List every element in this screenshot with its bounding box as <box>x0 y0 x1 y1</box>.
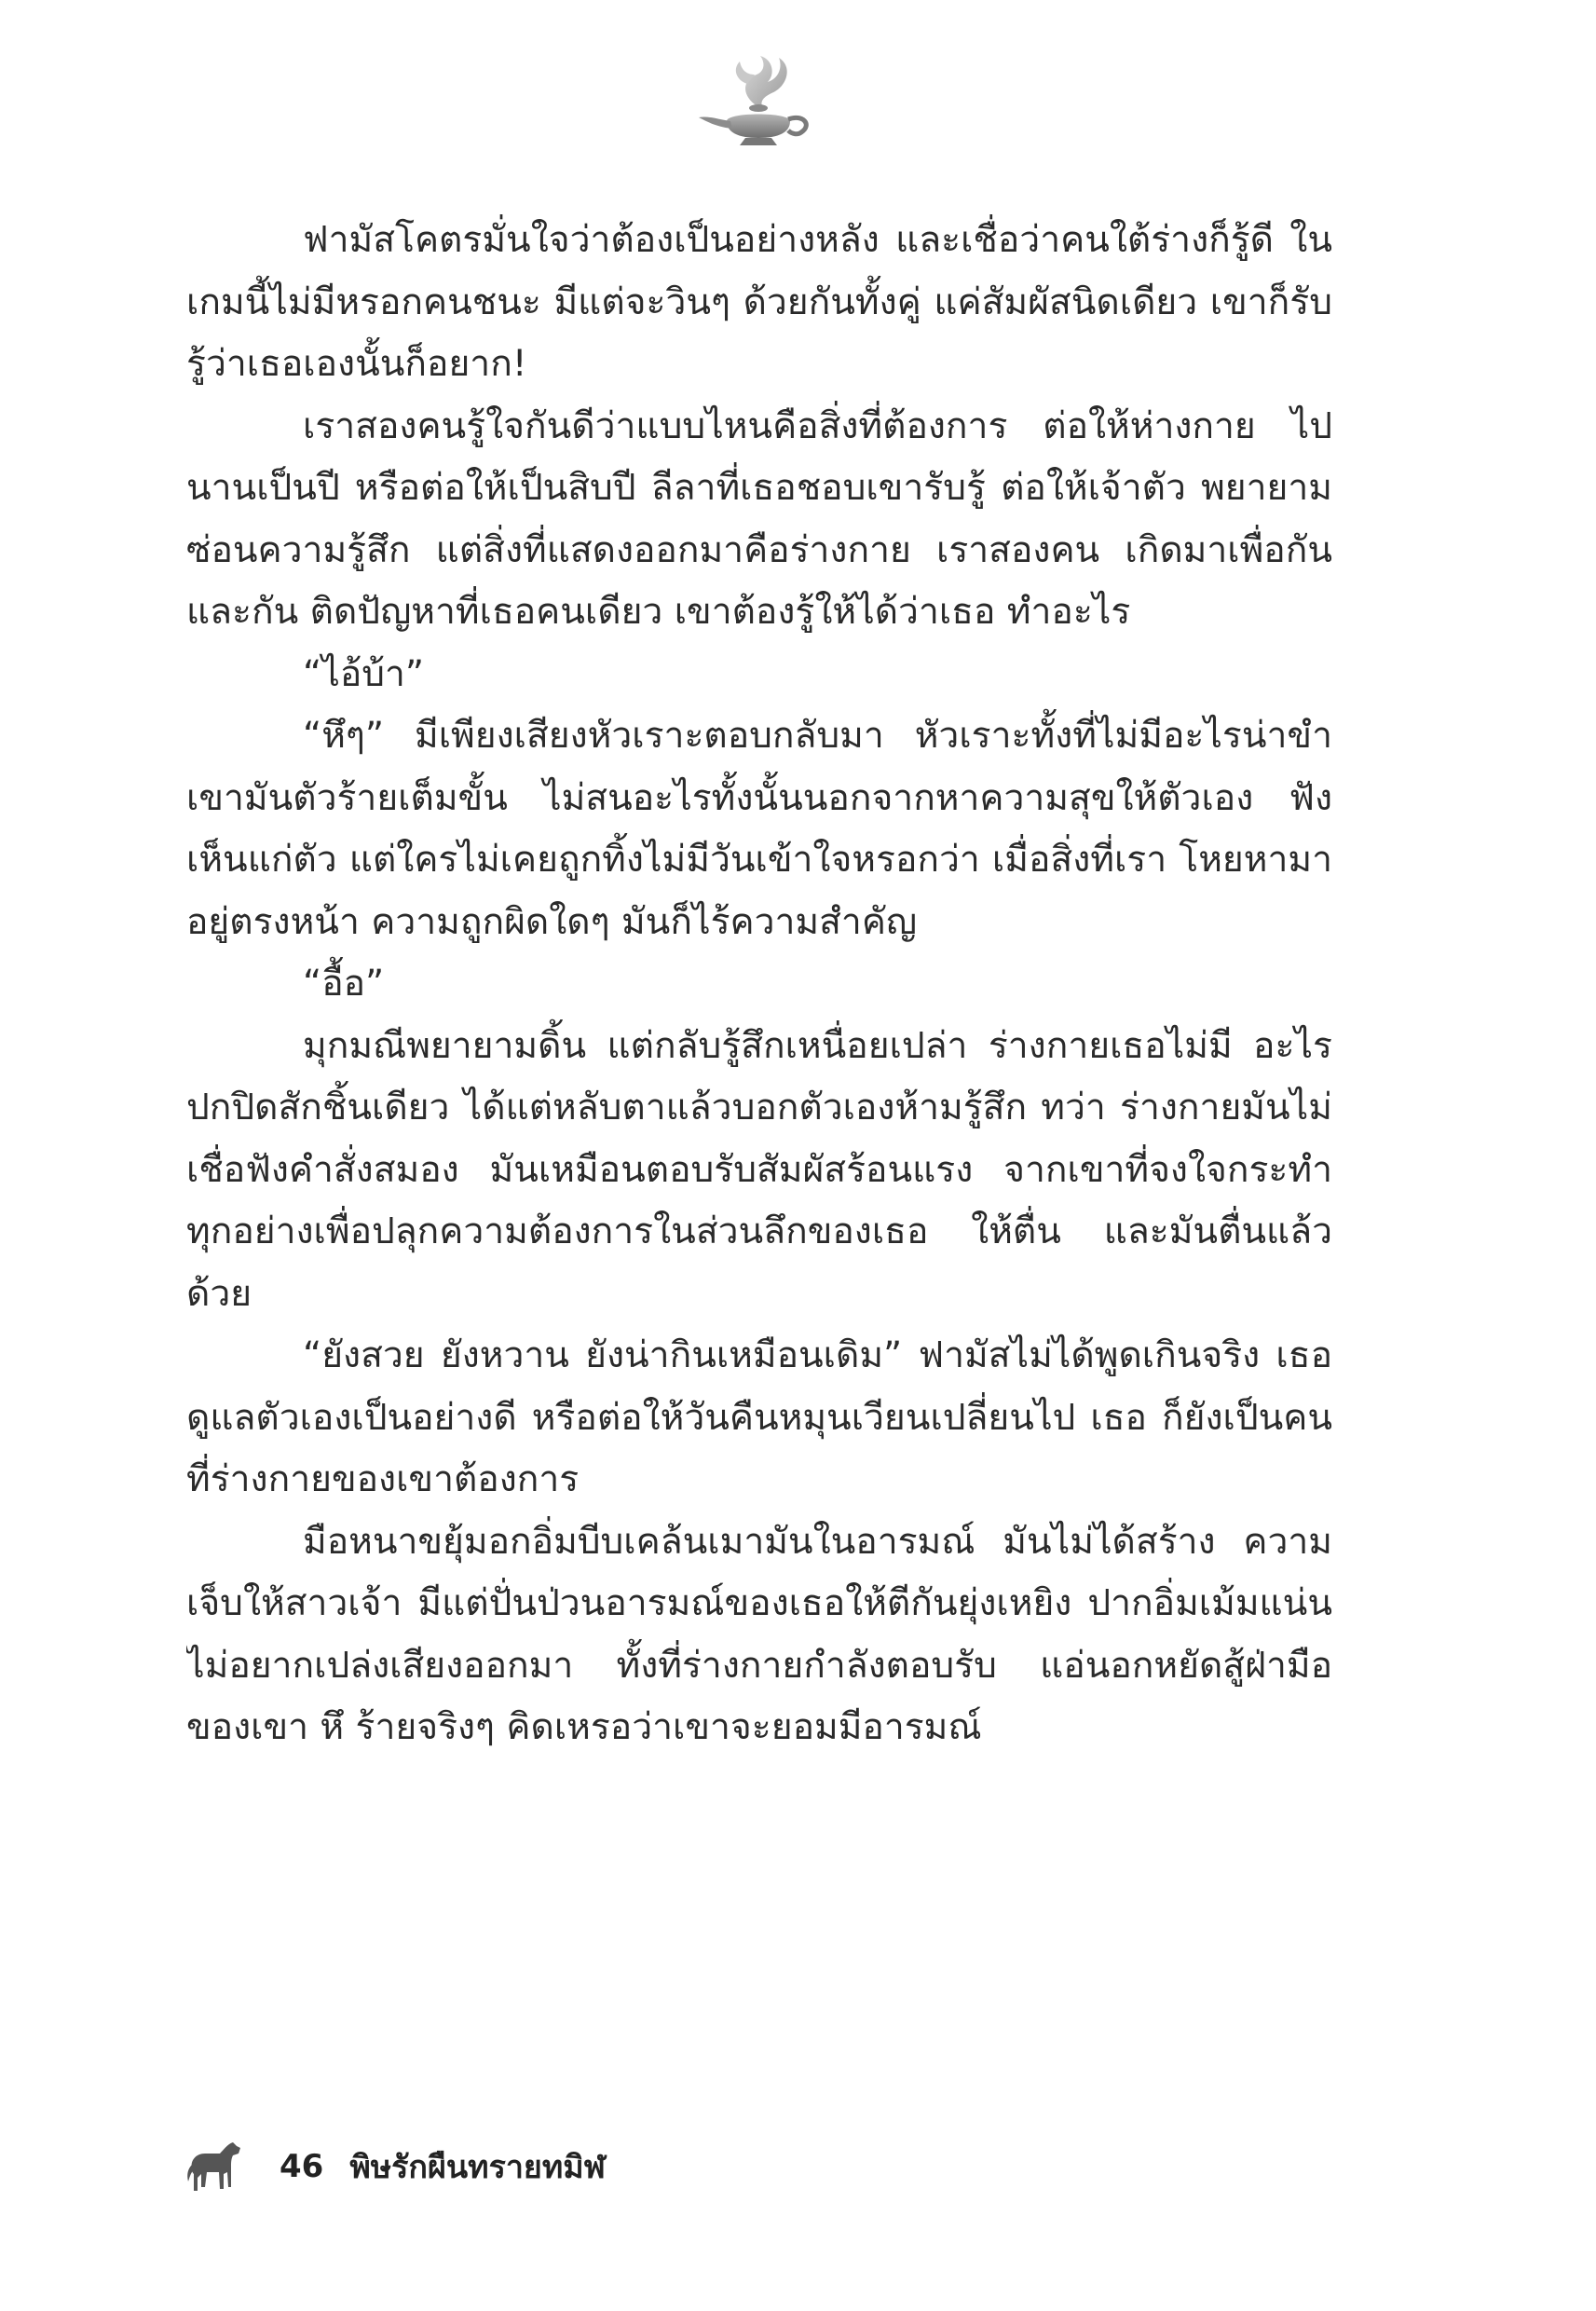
page-number: 46 <box>280 2148 324 2185</box>
dialogue-line: “ไอ้บ้า” <box>303 652 425 695</box>
horse-icon <box>186 2140 244 2193</box>
paragraph: “หึๆ” มีเพียงเสียงหัวเราะตอบกลับมา หัวเราะทั้งที่ไม่มีอะไรน่าขำ เขามันตัวร้ายเต็มขั้น ไม่สนอะไรทั้งนั้นนอกจากหาความสุขให้ตัวเอง ฟังเห็นแก่ตัว แต่ใครไม่เคยถูกทิ้งไม่มีวันเข้าใจหรอกว่า เมื่อสิ่งที่เรา โหยหามาอยู่ตรงหน้า ความถูกผิดใดๆ มันก็ไร้ความสำคัญ <box>186 715 1332 943</box>
paragraph: เราสองคนรู้ใจกันดีว่าแบบไหนคือสิ่งที่ต้องการ ต่อให้ห่างกาย ไปนานเป็นปี หรือต่อให้เป็นสิบปี ลีลาที่เธอชอบเขารับรู้ ต่อให้เจ้าตัว พยายามซ่อนความรู้สึก แต่สิ่งที่แสดงออกมาคือร่างกาย เราสองคน เกิดมาเพื่อกันและกัน ติดปัญหาที่เธอคนเดียว เขาต้องรู้ให้ได้ว่าเธอ ทำอะไร <box>186 404 1332 633</box>
body-text <box>186 210 1332 2036</box>
dialogue-line: “อื้อ” <box>303 963 385 1005</box>
paragraph: “ยังสวย ยังหวาน ยังน่ากินเหมือนเดิม” ฟามัสไม่ได้พูดเกินจริง เธอดูแลตัวเองเป็นอย่างดี หรือต่อให้วันคืนหมุนเวียนเปลี่ยนไป เธอ ก็ยังเป็นคนที่ร่างกายของเขาต้องการ <box>186 1334 1332 1500</box>
genie-lamp-icon <box>689 47 829 158</box>
book-title: พิษรักผืนทรายทมิฬ <box>349 2149 606 2186</box>
page-footer <box>186 2139 606 2195</box>
paragraph: มุกมณีพยายามดิ้น แต่กลับรู้สึกเหนื่อยเปล่า ร่างกายเธอไม่มี อะไรปกปิดสักชิ้นเดียว ได้แต่หลับตาแล้วบอกตัวเองห้ามรู้สึก ทว่า ร่างกายมันไม่เชื่อฟังคำสั่งสมอง มันเหมือนตอบรับสัมผัสร้อนแรง จากเขาที่จงใจกระทำทุกอย่างเพื่อปลุกความต้องการในส่วนลึกของเธอ ให้ตื่น และมันตื่นแล้วด้วย <box>186 1024 1332 1315</box>
paragraph: ฟามัสโคตรมั่นใจว่าต้องเป็นอย่างหลัง และเชื่อว่าคนใต้ร่างก็รู้ดี ในเกมนี้ไม่มีหรอกคนชนะ มีแต่จะวินๆ ด้วยกันทั้งคู่ แค่สัมผัสนิดเดียว เขาก็รับรู้ว่าเธอเองนั้นก็อยาก! <box>186 219 1332 385</box>
paragraph: มือหนาขยุ้มอกอิ่มบีบเคล้นเมามันในอารมณ์ มันไม่ได้สร้าง ความเจ็บให้สาวเจ้า มีแต่ปั่นป่วนอารมณ์ของเธอให้ตีกันยุ่งเหยิง ปากอิ่มเม้มแน่นไม่อยากเปล่งเสียงออกมา ทั้งที่ร่างกายกำลังตอบรับ แอ่นอกหยัดสู้ฝ่ามือของเขา หึ ร้ายจริงๆ คิดเหรอว่าเขาจะยอมมีอารมณ์ <box>186 1520 1332 1748</box>
